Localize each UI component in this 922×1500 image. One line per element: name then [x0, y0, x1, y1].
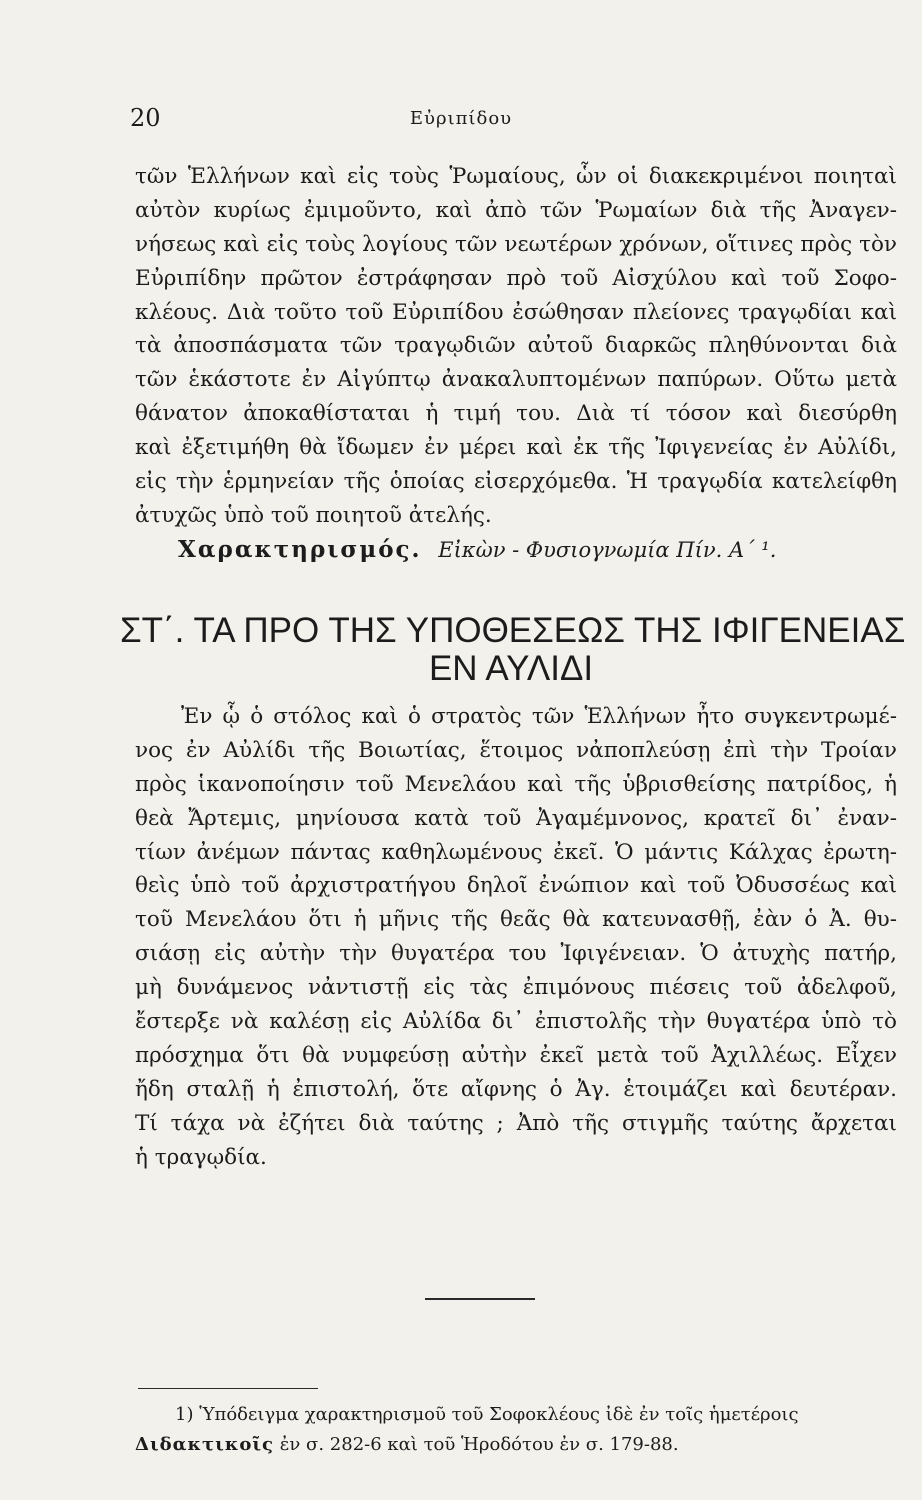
- text-line: τῶν ἑκάστοτε ἐν Αἰγύπτῳ ἀνακαλυπτομένων παπύρων. Οὕτω μετὰ: [135, 367, 897, 393]
- section-title-line: ΣΤ΄. ΤΑ ΠΡΟ ΤΗΣ ΥΠΟΘΕΣΕΩΣ ΤΗΣ ΙΦΙΓΕΝΕΙΑΣ: [120, 611, 906, 650]
- text-line: ἔστερξε νὰ καλέσῃ εἰς Αὐλίδα δι᾿ ἐπιστολῆς τὴν θυγατέρα ὑπὸ τὸ: [135, 1009, 897, 1035]
- text-line: πρὸς ἱκανοποίησιν τοῦ Μενελάου καὶ τῆς ὑβρισθείσης πατρίδος, ἡ: [135, 771, 897, 797]
- section-title-line: ΕΝ ΑΥΛΙΔΙ: [428, 649, 594, 688]
- section-title: [120, 611, 906, 688]
- footnote-emphasis: Διδακτικοῖς: [135, 1434, 275, 1455]
- text-line: τίων ἀνέμων πάντας καθηλωμένους ἐκεῖ. Ὁ μάντις Κάλχας ἐρωτη-: [135, 839, 897, 865]
- text-line: μὴ δυνάμενος νἀντιστῇ εἰς τὰς ἐπιμόνους πιέσεις τοῦ ἀδελφοῦ,: [135, 975, 897, 1001]
- characterization-label: Χαρακτηρισμός.: [178, 536, 422, 563]
- text-line: ἀτυχῶς ὑπὸ τοῦ ποιητοῦ ἀτελής.: [135, 502, 492, 528]
- text-line: κλέους. Διὰ τοῦτο τοῦ Εὐριπίδου ἐσώθησαν πλείονες τραγῳδίαι καὶ: [135, 299, 897, 325]
- characterization-line: [178, 533, 858, 567]
- page-header: [0, 100, 922, 140]
- text-line: θάνατον ἀποκαθίσταται ἡ τιμή του. Διὰ τί τόσον καὶ διεσύρθη: [135, 401, 897, 427]
- text-line: τῶν Ἑλλήνων καὶ εἰς τοὺς Ῥωμαίους, ὧν οἱ διακεκριμένοι ποιηταὶ: [135, 164, 897, 189]
- footnote-line: [135, 1430, 897, 1460]
- text-line: εἰς τὴν ἑρμηνείαν τῆς ὁποίας εἰσερχόμεθα. Ἡ τραγῳδία κατελείφθη: [135, 469, 897, 495]
- text-line: θεὶς ὑπὸ τοῦ ἀρχιστρατήγου δηλοῖ ἐνώπιον καὶ τοῦ Ὀδυσσέως καὶ: [135, 873, 897, 899]
- text-line: τοῦ Μενελάου ὅτι ἡ μῆνις τῆς θεᾶς θὰ κατευνασθῇ, ἐὰν ὁ Ἀ. θυ-: [135, 907, 897, 933]
- characterization-value: Εἰκὼν - Φυσιογνωμία Πίν. Α΄ ¹.: [438, 538, 777, 562]
- running-head: Εὐριπίδου: [409, 108, 513, 129]
- story-paragraph: [135, 700, 897, 1174]
- text-line: νος ἐν Αὐλίδι τῆς Βοιωτίας, ἕτοιμος νἀποπλεύσῃ ἐπὶ τὴν Τροίαν: [135, 737, 897, 763]
- text-line: σιάσῃ εἰς αὐτὴν τὴν θυγατέρα του Ἰφιγένειαν. Ὁ ἀτυχὴς πατήρ,: [135, 941, 897, 967]
- text-line: ἤδη σταλῇ ἡ ἐπιστολή, ὅτε αἴφνης ὁ Ἀγ. ἑτοιμάζει καὶ δευτέραν.: [135, 1076, 897, 1102]
- intro-paragraph: [135, 160, 897, 533]
- text-line: νήσεως καὶ εἰς τοὺς λογίους τῶν νεωτέρων χρόνων, οἵτινες πρὸς τὸν: [135, 231, 897, 257]
- footnote-text: ἐν σ. 282-6 καὶ τοῦ Ἡροδότου ἐν σ. 179-88.: [274, 1434, 679, 1455]
- text-line: πρόσχημα ὅτι θὰ νυμφεύσῃ αὐτὴν ἐκεῖ μετὰ τοῦ Ἀχιλλέως. Εἶχεν: [135, 1042, 897, 1068]
- text-line: θεὰ Ἄρτεμις, μηνίουσα κατὰ τοῦ Ἀγαμέμνονος, κρατεῖ δι᾿ ἐναν-: [135, 805, 897, 831]
- page-number: 20: [130, 104, 161, 132]
- footnote: [135, 1400, 897, 1460]
- text-line: αὐτὸν κυρίως ἐμιμοῦντο, καὶ ἀπὸ τῶν Ῥωμαίων διὰ τῆς Ἀναγεν-: [135, 197, 897, 223]
- footnote-rule: [138, 1388, 318, 1389]
- text-line: τὰ ἀποσπάσματα τῶν τραγῳδιῶν αὐτοῦ διαρκῶς πληθύνονται διὰ: [135, 333, 897, 359]
- footnote-line: 1) Ὑπόδειγμα χαρακτηρισμοῦ τοῦ Σοφοκλέους ἰδὲ ἐν τοῖς ἡμετέροις: [175, 1404, 799, 1425]
- text-line: Εὐριπίδην πρῶτον ἐστράφησαν πρὸ τοῦ Αἰσχύλου καὶ τοῦ Σοφο-: [135, 265, 897, 291]
- text-line: Τί τάχα νὰ ἐζήτει διὰ ταύτης ; Ἀπὸ τῆς στιγμῆς ταύτης ἄρχεται: [135, 1110, 897, 1136]
- text-line: καὶ ἐξετιμήθη θὰ ἴδωμεν ἐν μέρει καὶ ἐκ τῆς Ἰφιγενείας ἐν Αὐλίδι,: [135, 435, 897, 461]
- text-line: Ἐν ᾧ ὁ στόλος καὶ ὁ στρατὸς τῶν Ἑλλήνων ἦτο συγκεντρωμέ-: [181, 704, 897, 729]
- section-divider: [425, 1298, 535, 1300]
- text-line: ἡ τραγῳδία.: [135, 1144, 267, 1170]
